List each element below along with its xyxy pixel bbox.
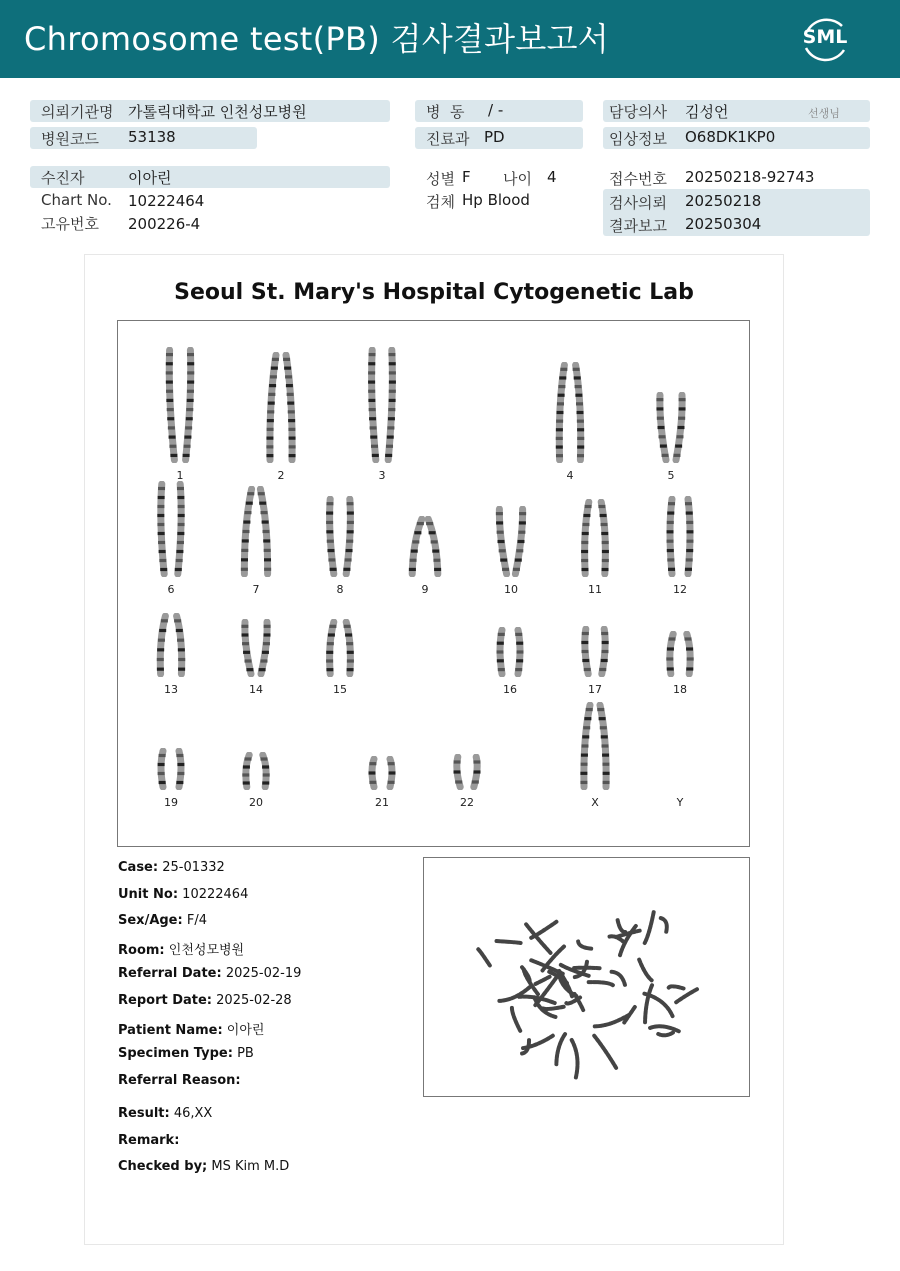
sex-value: F — [462, 168, 471, 186]
case-line — [118, 860, 225, 875]
metaphase-chromosome — [499, 987, 529, 1001]
metaphase-chromosome — [618, 920, 626, 932]
chromosome-label-4: 4 — [566, 469, 574, 482]
room-value: 인천성모병원 — [168, 943, 245, 958]
name-label: 수진자 — [41, 169, 85, 187]
specimen-type-label: Specimen Type: — [118, 1046, 233, 1061]
chromosome-label-22: 22 — [460, 796, 474, 809]
chromosome-label-21: 21 — [375, 796, 389, 809]
chromosome-pair-4 — [542, 362, 598, 463]
code-label: 병원코드 — [41, 130, 99, 148]
chromosome-label-Y: Y — [676, 796, 684, 809]
chromosome-label-14: 14 — [249, 683, 263, 696]
ward-label: 병 동 — [426, 103, 465, 121]
chart-value: 10222464 — [128, 192, 205, 210]
checked-value: MS Kim M.D — [211, 1159, 290, 1174]
doctor-value: 김성언 — [685, 103, 729, 121]
chromosome-pair-17 — [567, 626, 623, 677]
referral-date-label: Referral Date: — [118, 966, 222, 981]
checked-line — [118, 1159, 289, 1174]
metaphase-chromosome — [645, 912, 654, 943]
metaphase-chromosome — [578, 941, 591, 948]
chromosome-label-5: 5 — [667, 469, 675, 482]
chromosome-pair-20 — [228, 752, 284, 790]
chromosome-pair-22 — [439, 754, 495, 790]
logo-text: SML — [802, 26, 848, 48]
chromosome-label-7: 7 — [252, 583, 260, 596]
specimen-label: 검체 — [426, 193, 455, 211]
name-value: 이아린 — [128, 169, 172, 187]
patient-name-line — [118, 1019, 264, 1038]
specimen-value: Hp Blood — [462, 191, 530, 209]
chromosome-label-1: 1 — [176, 469, 184, 482]
referral-date-line — [118, 966, 301, 981]
referral-reason-line — [118, 1073, 241, 1088]
unit-label: Unit No: — [118, 887, 179, 902]
result-line — [118, 1106, 212, 1121]
age-value: 4 — [547, 168, 557, 186]
chromosome-pair-7 — [228, 486, 284, 577]
remark-label: Remark: — [118, 1133, 180, 1148]
metaphase-chromosome — [661, 918, 667, 933]
metaphase-chromosome — [650, 1026, 679, 1031]
result-label: Result: — [118, 1106, 170, 1121]
chromosome-label-20: 20 — [249, 796, 263, 809]
chromosome-label-X: X — [591, 796, 599, 809]
chromosome-label-2: 2 — [277, 469, 285, 482]
chromosome-label-15: 15 — [333, 683, 347, 696]
metaphase-chromosome — [531, 922, 556, 938]
room-label: Room: — [118, 943, 165, 958]
metaphase-chromosome — [594, 1036, 616, 1068]
chromosome-pair-18 — [652, 631, 708, 677]
sexage-line — [118, 913, 207, 928]
chromosome-pair-3 — [354, 347, 410, 463]
page-title: Chromosome test(PB) 검사결과보고서 — [24, 20, 610, 58]
metaphase-chromosome — [658, 1033, 673, 1036]
chromosome-label-13: 13 — [164, 683, 178, 696]
chromosome-label-10: 10 — [504, 583, 518, 596]
metaphase-chromosome — [612, 972, 625, 985]
chromosome-pair-6 — [143, 481, 199, 577]
dept-value: PD — [484, 128, 505, 146]
room-line — [118, 939, 244, 958]
chromosome-label-16: 16 — [503, 683, 517, 696]
chart-label: Chart No. — [41, 191, 112, 209]
report-date-label: Report Date: — [118, 993, 213, 1008]
reception-label: 접수번호 — [609, 170, 667, 188]
sexage-value: F/4 — [186, 913, 207, 928]
chromosome-pair-21 — [354, 756, 410, 790]
chromosome-label-18: 18 — [673, 683, 687, 696]
checked-label: Checked by; — [118, 1159, 208, 1174]
metaphase-chromosome — [556, 1034, 565, 1064]
report-date-line — [118, 993, 292, 1008]
chromosome-pair-11 — [567, 499, 623, 577]
metaphase-chromosome — [572, 1040, 578, 1077]
patient-name-value: 이아린 — [226, 1023, 265, 1038]
metaphase-chromosome — [589, 982, 613, 985]
patient-name-label: Patient Name: — [118, 1023, 223, 1038]
doctor-label: 담당의사 — [609, 103, 667, 121]
metaphase-chromosome — [536, 977, 550, 984]
report-date-value: 2025-02-28 — [216, 993, 292, 1008]
metaphase-image — [423, 857, 750, 1097]
clinical-label: 임상정보 — [609, 130, 667, 148]
chromosome-label-17: 17 — [588, 683, 602, 696]
chromosome-pair-13 — [143, 613, 199, 677]
metaphase-chromosome — [676, 989, 697, 1002]
chromosome-label-8: 8 — [336, 583, 344, 596]
chromosome-label-3: 3 — [378, 469, 386, 482]
chromosome-pair-X — [567, 702, 623, 790]
chromosome-pair-9 — [397, 516, 453, 577]
metaphase-chromosome — [639, 960, 651, 981]
reception-value: 20250218-92743 — [685, 168, 815, 186]
clinical-value: O68DK1KP0 — [685, 128, 776, 146]
request-label: 검사의뢰 — [609, 194, 667, 212]
chromosome-pair-19 — [143, 748, 199, 790]
specimen-type-value: PB — [237, 1046, 254, 1061]
hospital-label: 의뢰기관명 — [41, 103, 114, 121]
specimen-type-line — [118, 1046, 254, 1061]
referral-date-value: 2025-02-19 — [225, 966, 302, 981]
unique-label: 고유번호 — [41, 215, 99, 233]
metaphase-chromosome — [669, 986, 684, 988]
chromosome-label-12: 12 — [673, 583, 687, 596]
unit-value: 10222464 — [182, 887, 249, 902]
chromosome-pair-2 — [253, 352, 309, 463]
karyotype-panel — [117, 320, 750, 847]
metaphase-chromosome — [497, 941, 521, 943]
sexage-label: Sex/Age: — [118, 913, 183, 928]
dept-label: 진료과 — [426, 130, 470, 148]
case-value: 25-01332 — [162, 860, 225, 875]
chromosome-pair-1 — [152, 347, 208, 463]
header-bar — [0, 0, 900, 78]
code-value: 53138 — [128, 128, 176, 146]
doctor-suffix: 선생님 — [808, 107, 840, 120]
metaphase-chromosome — [512, 1008, 520, 1031]
case-label: Case: — [118, 860, 159, 875]
hospital-value: 가톨릭대학교 인천성모병원 — [128, 103, 307, 121]
lab-title: Seoul St. Mary's Hospital Cytogenetic Lab — [174, 280, 694, 305]
remark-line — [118, 1133, 179, 1148]
chromosome-label-19: 19 — [164, 796, 178, 809]
age-label: 나이 — [503, 170, 532, 188]
chromosome-pair-12 — [652, 496, 708, 577]
metaphase-chromosome — [574, 968, 600, 969]
chromosome-pair-10 — [483, 506, 539, 577]
result-date-label: 결과보고 — [609, 217, 667, 235]
request-value: 20250218 — [685, 192, 762, 210]
unit-line — [118, 887, 248, 902]
chromosome-label-6: 6 — [167, 583, 175, 596]
chromosome-pair-15 — [312, 619, 368, 677]
chromosome-label-9: 9 — [421, 583, 429, 596]
metaphase-spread — [424, 858, 749, 1096]
sml-logo — [798, 12, 852, 66]
sex-label: 성별 — [426, 170, 455, 188]
ward-value: / - — [488, 101, 504, 119]
chromosome-pair-16 — [482, 627, 538, 677]
chromosome-pair-14 — [228, 619, 284, 677]
referral-reason-label: Referral Reason: — [118, 1073, 241, 1088]
chromosome-label-11: 11 — [588, 583, 602, 596]
metaphase-chromosome — [478, 949, 490, 965]
result-date-value: 20250304 — [685, 215, 762, 233]
chromosome-pair-8 — [312, 496, 368, 577]
unique-value: 200226-4 — [128, 215, 201, 233]
metaphase-chromosome — [645, 985, 652, 1022]
metaphase-chromosome — [542, 1007, 563, 1009]
result-value: 46,XX — [173, 1106, 213, 1121]
chromosome-pair-5 — [643, 392, 699, 463]
